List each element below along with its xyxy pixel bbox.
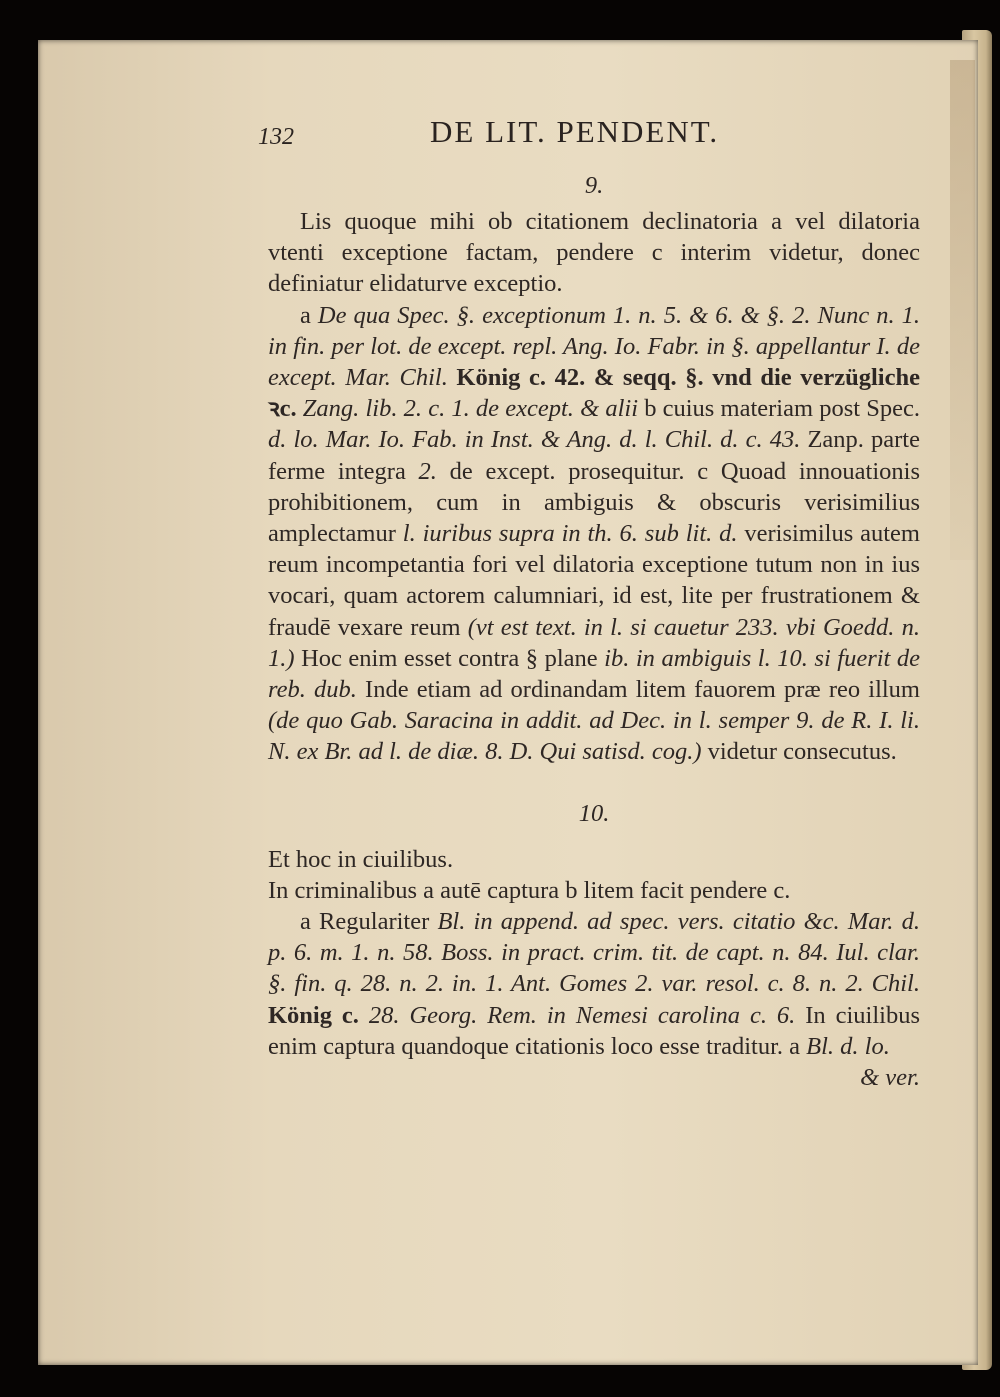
citation: 28. Georg. Rem. in Nemesi carolina c. 6.	[368, 1001, 796, 1029]
note-text: b cuius materiam post Spec.	[638, 395, 920, 423]
main-line: In criminalibus a autē captura b litem facit pendere c.	[268, 876, 791, 904]
citation: l. iuribus supra in th. 6. sub lit. d.	[402, 520, 738, 548]
citation: De qua Spec. §. exceptionum 1. n. 5. & 6. & §. 2. Nunc n. 1. in fin. per lot. de except. repl. Ang. Io. Fabr. in §. appellantur I. de except. Mar. Chil.	[268, 301, 921, 392]
main-line: Et hoc in ciuilibus.	[268, 845, 454, 873]
running-title: DE LIT. PENDENT.	[430, 114, 720, 149]
footnote-paragraph	[268, 906, 920, 1062]
citation: Bl. d. lo.	[806, 1032, 890, 1060]
page-number: 132	[258, 124, 294, 150]
note-text: In ciuilibus enim captura quandoque citationis loco esse traditur. a	[268, 1001, 920, 1060]
citation: 2.	[418, 457, 437, 485]
citation: Bl. in append. ad spec. vers. citatio &c. Mar. d. p. 6. m. 1. n. 58. Boss. in pract. crim. tit. de capt. n. 84. Iul. clar. §. fin. q. 28. n. 2. in. 1. Ant. Gomes 2. var. resol. c. 8. n. 2. Chil.	[268, 908, 920, 998]
note-text: Zanp. parte ferme integra	[268, 426, 920, 485]
spacer	[268, 768, 920, 798]
citation: (de quo Gab. Saracina in addit. ad Dec. in l. semper 9. de R. I. li. N. ex Br. ad l. de diæ. 8. D. Qui satisd. cog.)	[268, 707, 920, 766]
note-text: verisimilus autem reum incompetantia fori vel dilatoria exceptione tutum non in ius vocari, quam actorem calumniari, id est, lite per frustrationem & fraudē vexare reum	[268, 520, 920, 641]
spacer	[268, 834, 920, 844]
note-text: videtur consecutus.	[701, 738, 897, 766]
note-text: Hoc enim esset contra § plane	[294, 644, 605, 672]
citation: Zang. lib. 2. c. 1. de except. & alii	[302, 395, 639, 423]
footnote-paragraph	[268, 300, 920, 768]
catchword: & ver.	[860, 1064, 920, 1092]
note-text: Inde etiam ad ordinandam litem fauorem præ reo illum	[356, 676, 920, 704]
section-number: 10.	[578, 799, 610, 827]
section-number: 9.	[584, 172, 604, 199]
german-text: König c.	[268, 1001, 369, 1029]
text-block	[268, 170, 920, 1093]
citation: ib. in ambiguis l. 10. si fuerit de reb. dub.	[268, 644, 920, 704]
note-text: de except. prosequitur. c Quoad innouationis prohibitionem, cum in ambiguis & obscuris verisimilius amplectamur	[268, 457, 920, 548]
note-marker: a Regulariter	[300, 908, 438, 936]
note-marker: a	[300, 301, 318, 329]
main-paragraph: Lis quoque mihi ob citationem declinatoria a vel dilatoria vtenti exceptione factam, pendere c interim videtur, donec definiatur elidaturve exceptio.	[268, 208, 920, 298]
citation: d. lo. Mar. Io. Fab. in Inst. & Ang. d. l. Chil. d. c. 43.	[268, 426, 801, 454]
citation: (vt est text. in l. si cauetur 233. vbi Goedd. n. 1.)	[268, 613, 921, 672]
german-text: König c. 42. & seqq. §. vnd die verzügliche ꝛc.	[268, 364, 920, 423]
running-head	[0, 112, 1000, 156]
